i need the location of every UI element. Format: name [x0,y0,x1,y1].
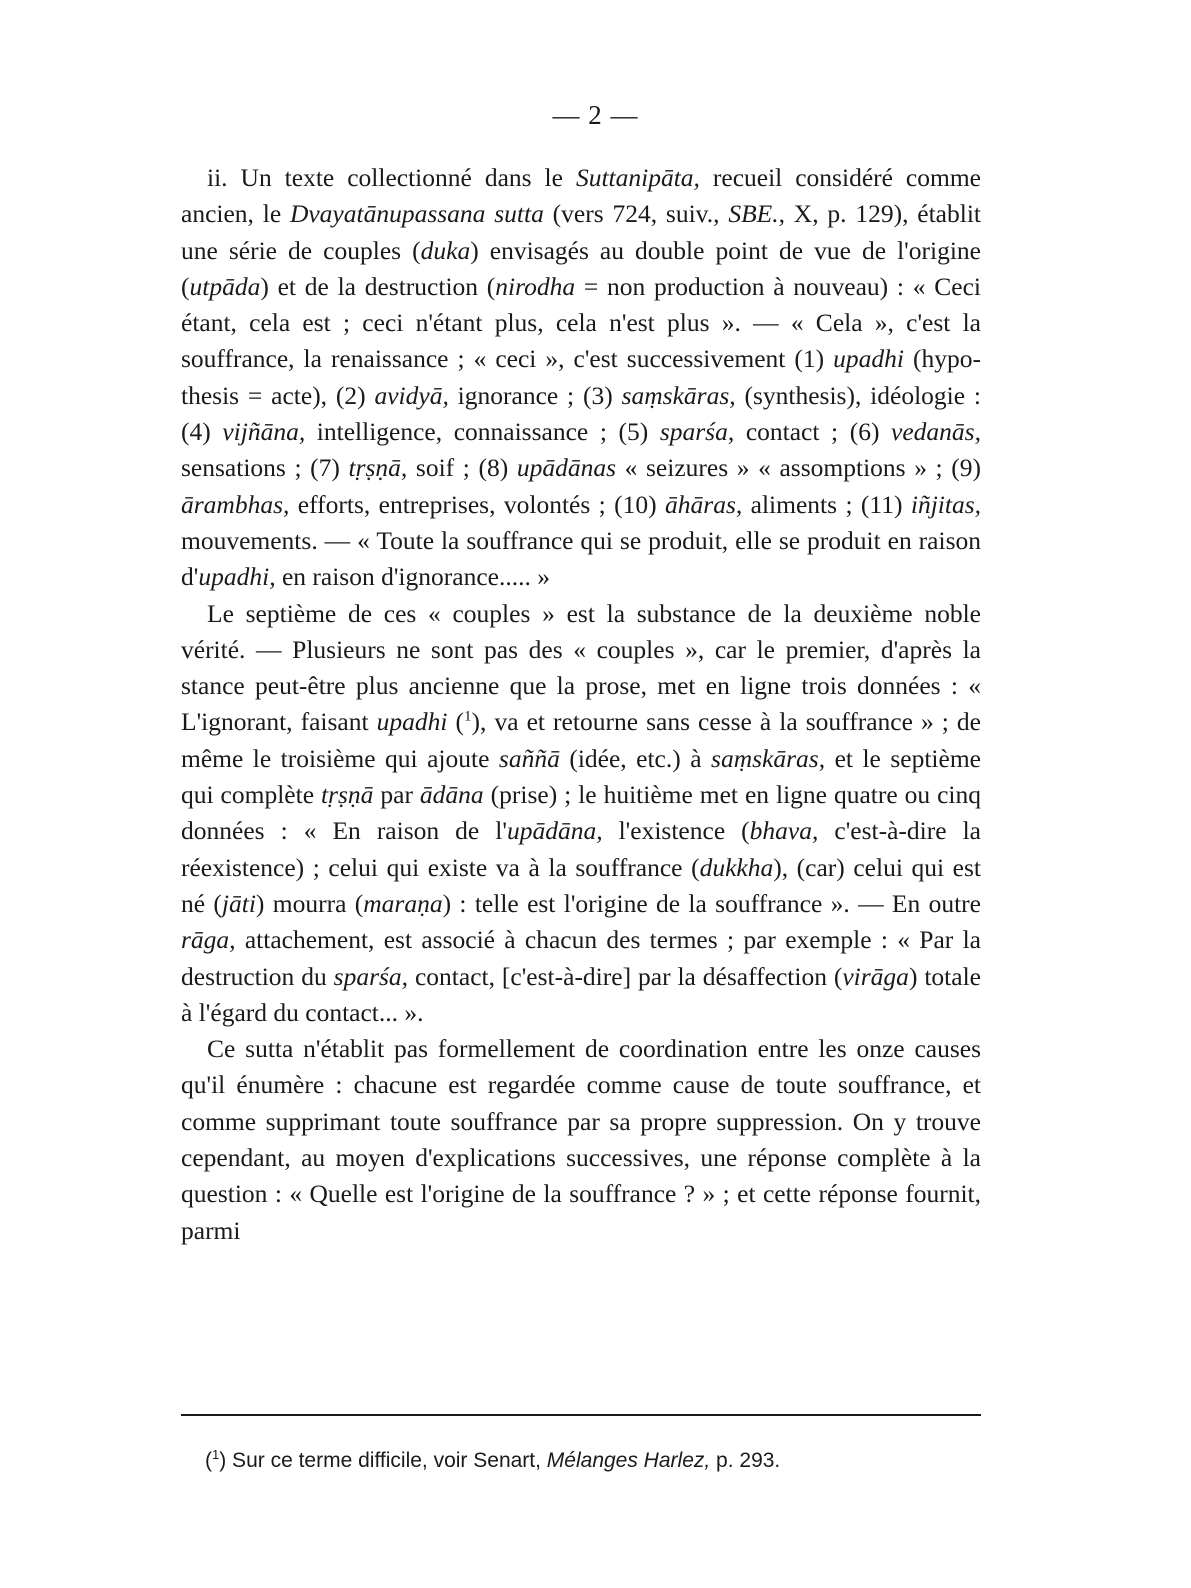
footnote-marker: 1 [212,1447,220,1462]
paragraph-2: Le septième de ces « couples » est la substance de la deuxième noble vérité. — Plusieurs ne sont pas des « couples », car le premier, d'après la stance peut-être plus ancienne que la prose, met en ligne trois données : « L'ignorant, faisant upadhi ($^1$), va et retourne sans cesse à la souffrance » ; de même le troisième qui ajoute saññā (idée, etc.) à saṃskāras, et le septième qui complète tṛṣṇā par ādāna (prise) ; le huitième met en ligne quatre ou cinq données : « En raison de l'upādāna, l'existence (bhava, c'est-à-dire la réexistence) ; celui qui existe va à la souffrance (dukkha), (car) celui qui est né (jāti) mourra (maraṇa) : telle est l'origine de la souffrance ». — En outre rāga, attachement, est associé à chacun des termes ; par exemple : « Par la destruction du sparśa, contact, [c'est-à-dire] par la désaffection (virāga) totale à l'égard du contact... ». [181,598,981,1027]
page-number: — 2 — [552,100,639,130]
paragraph-1: ii. Un texte collectionné dans le Suttanipāta, recueil considéré comme ancien, le Dvayatānupassana sutta (vers 724, suiv., SBE., X, p. 129), établit une série de couples (duka) envisagés au double point de vue de l'origine (utpāda) et de la destruction (nirodha = non production à nouveau) : « Ceci étant, cela est ; ceci n'étant plus, cela n'est plus ». — « Cela », c'est la souffrance, la renaissance ; « ceci », c'est successivement (1) upadhi (hypo-thesis = acte), (2) avidyā, ignorance ; (3) saṃskāras, (synthesis), idéologie : (4) vijñāna, intelligence, connaissance ; (5) sparśa, contact ; (6) vedanās, sensations ; (7) tṛṣṇā, soif ; (8) upādānas « seizures » « assomptions » ; (9) ārambhas, efforts, entreprises, volontés ; (10) āhāras, aliments ; (11) iñjitas, mouvements. — « Toute la souffrance qui se produit, elle se produit en raison d'upadhi, en raison d'ignorance..... » [181,163,982,592]
body-text [181,160,981,1249]
footnote-divider [181,1414,981,1416]
footnote: ($^1$) Sur ce terme difficile, voir Senart, Mélanges Harlez, p. 293. [205,1447,781,1472]
footnote-reference[interactable]: 1 [464,708,472,725]
paragraph-3: Ce sutta n'établit pas formellement de coordination entre les onze causes qu'il énumère : chacune est regardée comme cause de toute souffrance, et comme supprimant toute souffrance par sa propre suppression. On y trouve cependant, au moyen d'explications successives, une réponse complète à la question : « Quelle est l'origine de la souffrance ? » ; et cette réponse fournit, parmi [181,1034,981,1245]
